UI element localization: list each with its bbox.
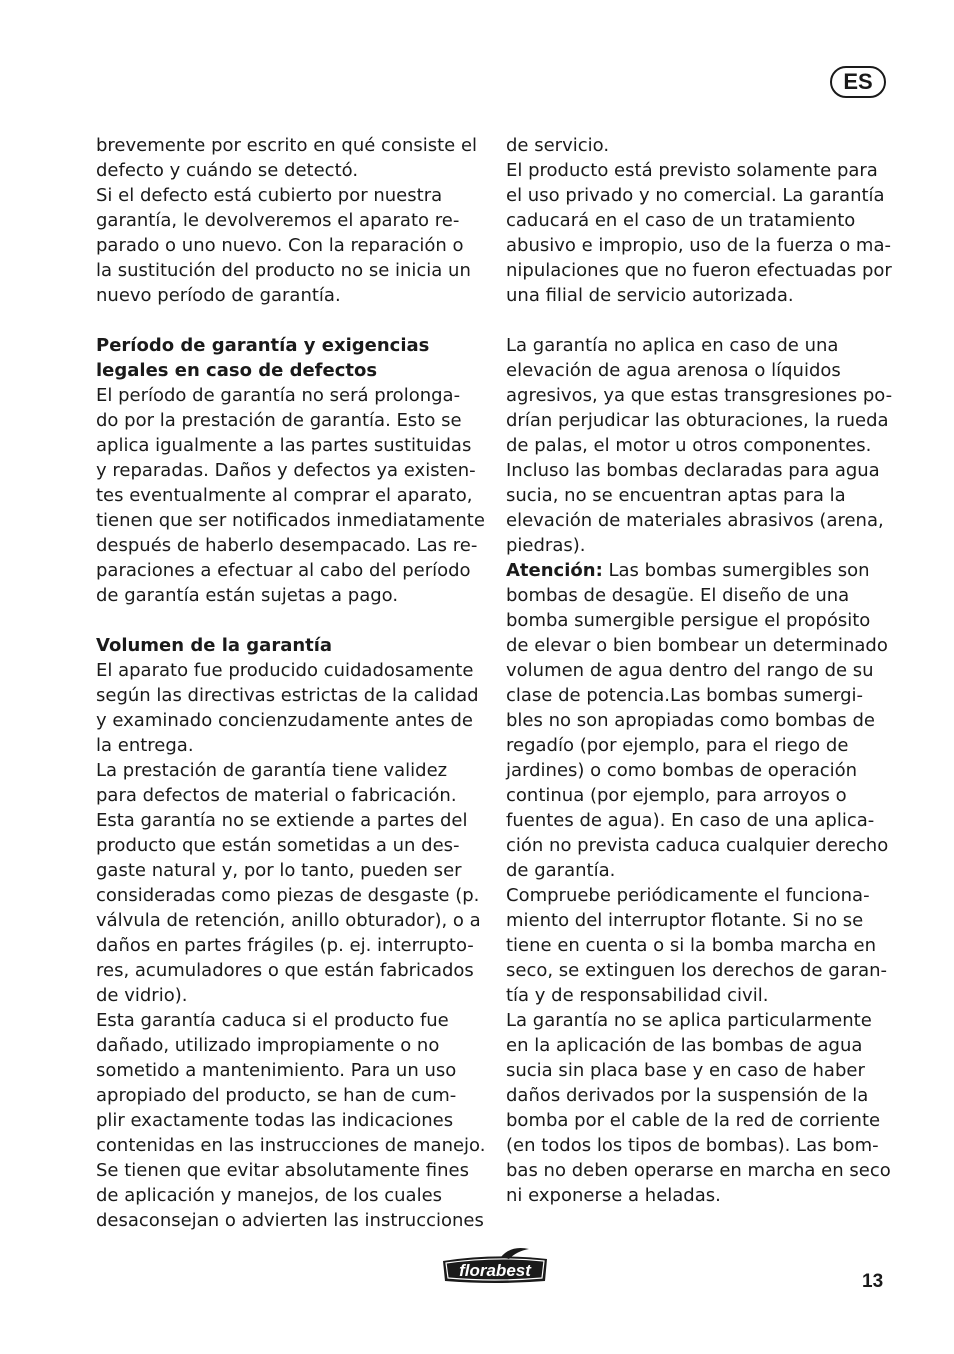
text-line: tes eventualmente al comprar el aparato,: [96, 485, 473, 506]
text-line: El período de garantía no será prolonga-: [96, 385, 461, 406]
text-line: La prestación de garantía tiene validez: [96, 760, 448, 781]
text-line: de garantía están sujetas a pago.: [96, 585, 399, 606]
text-line: garantía, le devolveremos el aparato re-: [96, 210, 460, 231]
text-line: apropiado del producto, se han de cum-: [96, 1085, 457, 1106]
text-line: caducará en el caso de un tratamiento: [506, 210, 856, 231]
text-line: El producto está previsto solamente para: [506, 160, 878, 181]
text-line: agresivos, ya que estas transgresiones po-: [506, 385, 893, 406]
text-line: continua (por ejemplo, para arroyos o: [506, 785, 847, 806]
text-line: aplica igualmente a las partes sustituidas: [96, 435, 472, 456]
florabest-logo: [439, 1247, 551, 1287]
text-line: ni exponerse a heladas.: [506, 1185, 721, 1206]
text-line: de vidrio).: [96, 985, 188, 1006]
text-line: bomba por el cable de la red de corriente: [506, 1110, 881, 1131]
logo-text: florabest: [459, 1261, 531, 1280]
text-line: fuentes de agua). En caso de una aplica-: [506, 810, 875, 831]
text-line: contenidas en las instrucciones de manejo.: [96, 1135, 486, 1156]
paragraph-sandy-water: [506, 333, 896, 558]
heading-line: legales en caso de defectos: [96, 360, 378, 381]
text-line: de servicio.: [506, 135, 610, 156]
text-line: defecto y cuándo se detectó.: [96, 160, 359, 181]
text-line: brevemente por escrito en qué consiste el: [96, 135, 478, 156]
text-line: elevación de materiales abrasivos (arena,: [506, 510, 884, 531]
attention-label: Atención:: [506, 560, 603, 581]
text-line: tía y de responsabilidad civil.: [506, 985, 769, 1006]
text-line: la entrega.: [96, 735, 194, 756]
paragraph-private-use: [506, 133, 896, 308]
text-line: [506, 558, 896, 583]
text-line: gaste natural y, por lo tanto, pueden ser: [96, 860, 462, 881]
paragraph-defect-report: [96, 133, 486, 308]
text-line: el uso privado y no comercial. La garantía: [506, 185, 885, 206]
text-line: res, acumuladores o que están fabricados: [96, 960, 474, 981]
paragraph-attention: [506, 558, 896, 1208]
language-badge: ES: [830, 66, 886, 98]
text-line: sometido a mantenimiento. Para un uso: [96, 1060, 457, 1081]
text-line: El aparato fue producido cuidadosamente: [96, 660, 474, 681]
text-line: Se tienen que evitar absolutamente fines: [96, 1160, 469, 1181]
heading-warranty-period: [96, 333, 486, 383]
text-line: do por la prestación de garantía. Esto se: [96, 410, 462, 431]
paragraph-warranty-scope: [96, 658, 486, 1233]
text-line: La garantía no aplica en caso de una: [506, 335, 839, 356]
paragraph-warranty-period: [96, 383, 486, 608]
text-line: abusivo e impropio, uso de la fuerza o ma-: [506, 235, 891, 256]
text-line: de garantía.: [506, 860, 616, 881]
text-line: tiene en cuenta o si la bomba marcha en: [506, 935, 876, 956]
text-line: jardines) o como bombas de operación: [506, 760, 858, 781]
text-line: elevación de agua arenosa o líquidos: [506, 360, 841, 381]
text-line: clase de potencia.Las bombas sumergi-: [506, 685, 864, 706]
text-line: y examinado concienzudamente antes de: [96, 710, 473, 731]
text-line: bombas de desagüe. El diseño de una: [506, 585, 850, 606]
text-line: bomba sumergible persigue el propósito: [506, 610, 871, 631]
text-line: desaconsejan o advierten las instrucciones: [96, 1210, 484, 1231]
text-line: Si el defecto está cubierto por nuestra: [96, 185, 443, 206]
text-line: producto que están sometidas a un des-: [96, 835, 460, 856]
text-line: seco, se extinguen los derechos de garan-: [506, 960, 888, 981]
text-line: plir exactamente todas las indicaciones: [96, 1110, 454, 1131]
text-line: en la aplicación de las bombas de agua: [506, 1035, 863, 1056]
text-line: Compruebe periódicamente el funciona-: [506, 885, 870, 906]
text-line: piedras).: [506, 535, 586, 556]
text-line: Esta garantía no se extiende a partes del: [96, 810, 468, 831]
text-line: después de haberlo desempacado. Las re-: [96, 535, 478, 556]
text-line: consideradas como piezas de desgaste (p.: [96, 885, 480, 906]
text-line: (en todos los tipos de bombas). Las bom-: [506, 1135, 879, 1156]
text-line: drían perjudicar las obturaciones, la rueda: [506, 410, 889, 431]
text-line: nuevo período de garantía.: [96, 285, 341, 306]
text-line: dañado, utilizado impropiamente o no: [96, 1035, 440, 1056]
heading-warranty-scope: [96, 633, 486, 658]
text-line: paraciones a efectuar al cabo del período: [96, 560, 471, 581]
text-line: según las directivas estrictas de la calidad: [96, 685, 479, 706]
text-line: una filial de servicio autorizada.: [506, 285, 794, 306]
page-number: 13: [862, 1271, 884, 1292]
heading-line: Período de garantía y exigencias: [96, 335, 430, 356]
heading-line: Volumen de la garantía: [96, 635, 333, 656]
text-line: la sustitución del producto no se inicia un: [96, 260, 471, 281]
text-line: daños en partes frágiles (p. ej. interrupto-: [96, 935, 474, 956]
left-column: [96, 133, 486, 1233]
text-line: sucia, no se encuentran aptas para la: [506, 485, 846, 506]
text-line: daños derivados por la suspensión de la: [506, 1085, 869, 1106]
text-line: ción no prevista caduca cualquier derecho: [506, 835, 889, 856]
text-line: miento del interruptor flotante. Si no se: [506, 910, 864, 931]
text-line: tienen que ser notificados inmediatamente: [96, 510, 485, 531]
text-line: sucia sin placa base y en caso de haber: [506, 1060, 865, 1081]
text-line: nipulaciones que no fueron efectuadas por: [506, 260, 892, 281]
text-line: de aplicación y manejos, de los cuales: [96, 1185, 443, 1206]
text-line: de elevar o bien bombear un determinado: [506, 635, 888, 656]
text-line: Esta garantía caduca si el producto fue: [96, 1010, 449, 1031]
text-line: volumen de agua dentro del rango de su: [506, 660, 874, 681]
right-column: [506, 133, 896, 1208]
text-line: regadío (por ejemplo, para el riego de: [506, 735, 849, 756]
attention-text: Las bombas sumergibles son: [602, 560, 870, 581]
text-line: válvula de retención, anillo obturador), o a: [96, 910, 481, 931]
text-line: bas no deben operarse en marcha en seco: [506, 1160, 891, 1181]
text-line: Incluso las bombas declaradas para agua: [506, 460, 880, 481]
text-line: de palas, el motor u otros componentes.: [506, 435, 872, 456]
text-line: y reparadas. Daños y defectos ya existen-: [96, 460, 476, 481]
text-line: bles no son apropiadas como bombas de: [506, 710, 875, 731]
text-line: para defectos de material o fabricación.: [96, 785, 457, 806]
text-line: parado o uno nuevo. Con la reparación o: [96, 235, 464, 256]
text-line: La garantía no se aplica particularmente: [506, 1010, 872, 1031]
